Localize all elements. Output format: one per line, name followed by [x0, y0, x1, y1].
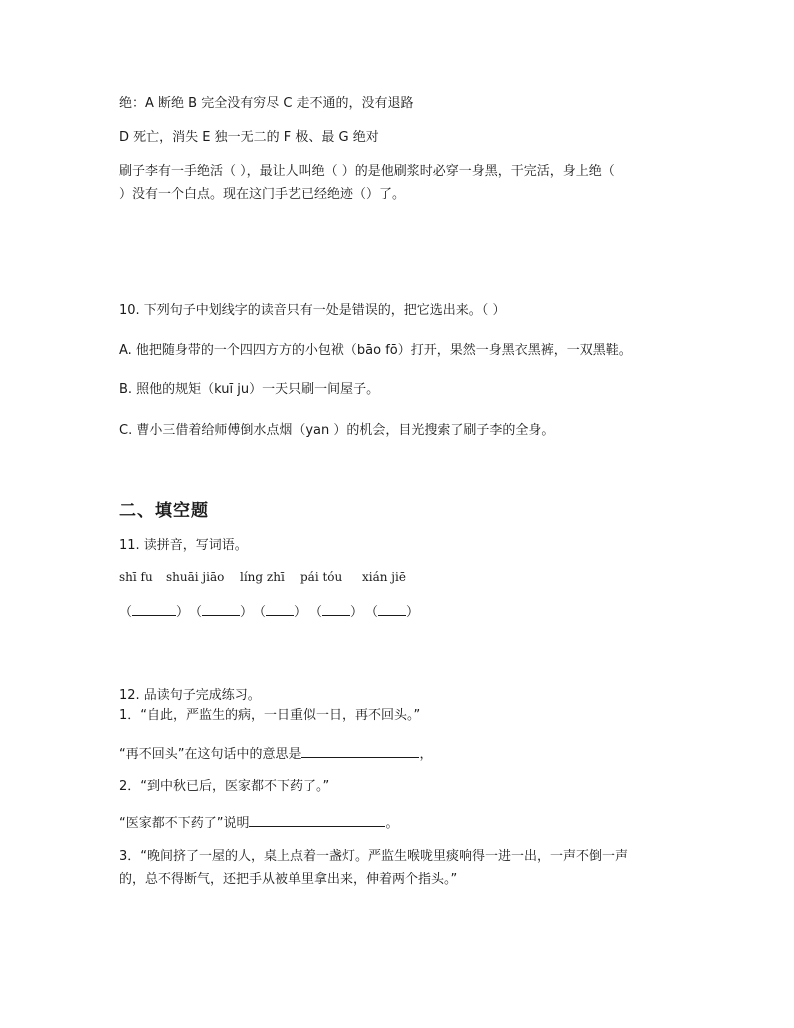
- paren-close: ）: [176, 605, 190, 620]
- answer-blank-5[interactable]: [365, 601, 419, 620]
- section-title-fill-blank: 二、填空题: [119, 501, 209, 521]
- pinyin-3: líng zhī: [240, 570, 285, 584]
- q12-prompt-2: [119, 813, 399, 832]
- q12-stem: 12. 品读句子完成练习。: [119, 688, 261, 703]
- paren-open: （: [365, 605, 379, 620]
- q12-prompt-1: [119, 744, 433, 763]
- paren-open: （: [253, 605, 267, 620]
- pinyin-5: xián jiē: [362, 570, 406, 584]
- q12-sentence-3-line-2: 的，总不得断气，还把手从被单里拿出来，伸着两个指头。”: [119, 872, 458, 887]
- q10-option-c: C. 曹小三借着给师傅倒水点烟（yan ）的机会，目光搜索了刷子李的全身。: [119, 423, 555, 438]
- q12-sentence-3-line-1: 3．“晚间挤了一屋的人，桌上点着一盏灯。严监生喉咙里痰响得一进一出，一声不倒一声: [119, 849, 629, 864]
- q12-prompt-2-text: “医家都不下药了”说明: [119, 816, 250, 831]
- pinyin-2: shuāi jiāo: [166, 570, 225, 584]
- q10-option-a: A. 他把随身带的一个四四方方的小包袱（bāo fō）打开，果然一身黑衣黑裤，一双黑鞋。: [119, 343, 632, 358]
- q12-sentence-1: 1．“自此，严监生的病，一日重似一日，再不回头。”: [119, 708, 421, 723]
- q10-stem: 10. 下列句子中划线字的读音只有一处是错误的，把它选出来。（ ）: [119, 303, 506, 318]
- answer-blank-4[interactable]: [309, 601, 363, 620]
- q12-sentence-2: 2．“到中秋已后，医家都不下药了。”: [119, 779, 330, 794]
- q9-options-line-2: D 死亡，消失 E 独一无二的 F 极、最 G 绝对: [119, 130, 379, 145]
- blank-line: [202, 602, 240, 616]
- answer-blank-2[interactable]: [189, 601, 253, 620]
- answer-line-1[interactable]: [301, 744, 419, 758]
- q12-prompt-1-end: ，: [419, 747, 433, 762]
- q10-option-b: B. 照他的规矩（kuī ju）一天只刷一间屋子。: [119, 382, 380, 397]
- paren-open: （: [119, 605, 133, 620]
- q12-prompt-2-end: 。: [385, 816, 399, 831]
- blank-line: [266, 602, 294, 616]
- paren-close: ）: [294, 605, 308, 620]
- pinyin-4: pái tóu: [300, 570, 343, 584]
- answer-blank-1[interactable]: [119, 601, 189, 620]
- q12-prompt-1-text: “再不回头”在这句话中的意思是: [119, 747, 302, 762]
- q11-stem: 11. 读拼音，写词语。: [119, 538, 248, 553]
- paren-close: ）: [240, 605, 254, 620]
- paren-close: ）: [406, 605, 420, 620]
- paren-close: ）: [350, 605, 364, 620]
- pinyin-1: shī fu: [119, 570, 153, 584]
- answer-line-2[interactable]: [249, 813, 385, 827]
- q9-sentence-line-1: 刷子李有一手绝活（ ），最让人叫绝（ ）的是他刷浆时必穿一身黑，干完活，身上绝（: [119, 164, 615, 179]
- answer-blank-3[interactable]: [253, 601, 307, 620]
- paren-open: （: [309, 605, 323, 620]
- blank-line: [132, 602, 176, 616]
- blank-line: [322, 602, 350, 616]
- q9-options-line-1: 绝：A 断绝 B 完全没有穷尽 C 走不通的，没有退路: [119, 96, 414, 111]
- q9-sentence-line-2: ）没有一个白点。现在这门手艺已经绝迹（）了。: [119, 187, 406, 202]
- paren-open: （: [189, 605, 203, 620]
- blank-line: [378, 602, 406, 616]
